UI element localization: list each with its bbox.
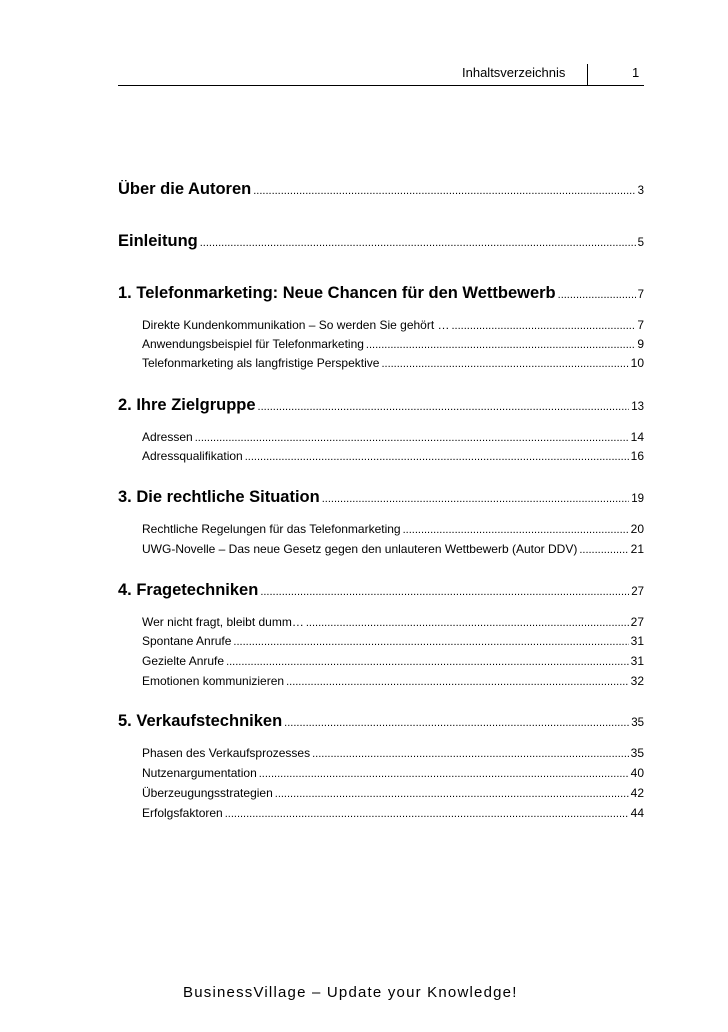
toc-section-label: Wer nicht fragt, bleibt dumm… (142, 615, 304, 629)
toc-page-number: 10 (630, 356, 644, 370)
toc-section[interactable] (142, 337, 644, 351)
toc-section-label: Phasen des Verkaufsprozesses (142, 746, 311, 760)
toc-page-number: 19 (631, 493, 644, 505)
toc-section-label: Gezielte Anrufe (142, 654, 225, 668)
toc-leader (226, 656, 629, 668)
toc-section[interactable] (142, 634, 644, 648)
toc-section-label: Emotionen kommunizieren (142, 674, 285, 688)
toc-leader (260, 586, 629, 598)
toc-page-number: 9 (637, 337, 644, 351)
toc-chapter-1[interactable] (118, 284, 644, 303)
toc-chapter-label: 4. Fragetechniken (118, 581, 259, 599)
toc-section-label: UWG-Novelle – Das neue Gesetz gegen den unlauteren Wettbewerb (Autor DDV) (142, 542, 578, 556)
toc-section[interactable] (142, 430, 644, 444)
toc-section-label: Überzeugungsstrategien (142, 786, 273, 800)
footer-tagline: BusinessVillage – Update your Knowledge! (183, 984, 518, 1001)
toc-page-number: 14 (630, 430, 644, 444)
toc-section[interactable] (142, 356, 644, 370)
toc-section[interactable] (142, 806, 644, 820)
toc-chapter-5[interactable] (118, 712, 644, 731)
toc-section-label: Erfolgsfaktoren (142, 806, 223, 820)
toc-leader (306, 617, 629, 629)
toc-section[interactable] (142, 449, 644, 463)
toc-page-number: 40 (630, 766, 644, 780)
toc-leader (286, 676, 629, 688)
toc-page-number: 16 (630, 449, 644, 463)
toc-page-number: 13 (631, 401, 644, 413)
toc-section-label: Rechtliche Regelungen für das Telefonmarketing (142, 522, 401, 536)
toc-section-label: Telefonmarketing als langfristige Perspektive (142, 356, 380, 370)
toc-leader (366, 339, 635, 351)
toc-chapter-label: 5. Verkaufstechniken (118, 712, 283, 730)
toc-chapter-label: 3. Die rechtliche Situation (118, 488, 320, 506)
toc-leader (322, 493, 629, 505)
toc-page-number: 21 (630, 542, 644, 556)
toc-leader (258, 401, 630, 413)
toc-section-label: Adressqualifikation (142, 449, 243, 463)
toc-page-number: 44 (630, 806, 644, 820)
toc-leader (579, 544, 628, 556)
toc-leader (253, 185, 635, 197)
toc-chapter-autoren[interactable] (118, 180, 644, 199)
toc-leader (403, 524, 629, 536)
toc-leader (245, 451, 629, 463)
toc-section[interactable] (142, 674, 644, 688)
toc-section[interactable] (142, 542, 644, 556)
toc-leader (200, 237, 636, 249)
toc-page-number: 31 (630, 634, 644, 648)
toc-page-number: 5 (637, 237, 644, 249)
toc-section[interactable] (142, 746, 644, 760)
toc-chapter-label: Einleitung (118, 232, 198, 250)
toc-section[interactable] (142, 318, 644, 332)
toc-section[interactable] (142, 766, 644, 780)
toc-chapter-4[interactable] (118, 581, 644, 600)
toc-section-label: Direkte Kundenkommunikation – So werden Sie gehört … (142, 318, 450, 332)
header-title: Inhaltsverzeichnis (462, 65, 566, 80)
toc-page-number: 3 (637, 185, 644, 197)
toc-page-number: 32 (630, 674, 644, 688)
toc-chapter-2[interactable] (118, 396, 644, 415)
toc-chapter-einleitung[interactable] (118, 232, 644, 251)
toc-page-number: 42 (630, 786, 644, 800)
toc-section-label: Adressen (142, 430, 193, 444)
toc-chapter-3[interactable] (118, 488, 644, 507)
toc-page-number: 35 (630, 746, 644, 760)
toc-leader (312, 748, 629, 760)
toc-section[interactable] (142, 522, 644, 536)
toc-section[interactable] (142, 615, 644, 629)
toc-leader (195, 432, 629, 444)
toc-leader (284, 717, 629, 729)
toc-page-number: 7 (637, 289, 644, 301)
toc-page-number: 7 (637, 318, 644, 332)
toc-section[interactable] (142, 786, 644, 800)
toc-leader (275, 788, 629, 800)
toc-leader (233, 636, 628, 648)
toc-chapter-label: Über die Autoren (118, 180, 252, 198)
toc-leader (452, 320, 636, 332)
toc-page-number: 27 (631, 586, 644, 598)
toc-leader (225, 808, 629, 820)
header-page-number: 1 (632, 65, 640, 80)
toc-leader (259, 768, 629, 780)
toc-leader (558, 289, 636, 301)
toc-section[interactable] (142, 654, 644, 668)
toc-section-label: Spontane Anrufe (142, 634, 232, 648)
toc-chapter-label: 1. Telefonmarketing: Neue Chancen für den Wettbewerb (118, 284, 556, 302)
toc-page-number: 20 (630, 522, 644, 536)
toc-page-number: 31 (630, 654, 644, 668)
toc-leader (381, 358, 628, 370)
toc-page-number: 35 (631, 717, 644, 729)
toc-page-number: 27 (630, 615, 644, 629)
toc-section-label: Anwendungsbeispiel für Telefonmarketing (142, 337, 364, 351)
toc-section-label: Nutzenargumentation (142, 766, 257, 780)
toc-chapter-label: 2. Ihre Zielgruppe (118, 396, 256, 414)
